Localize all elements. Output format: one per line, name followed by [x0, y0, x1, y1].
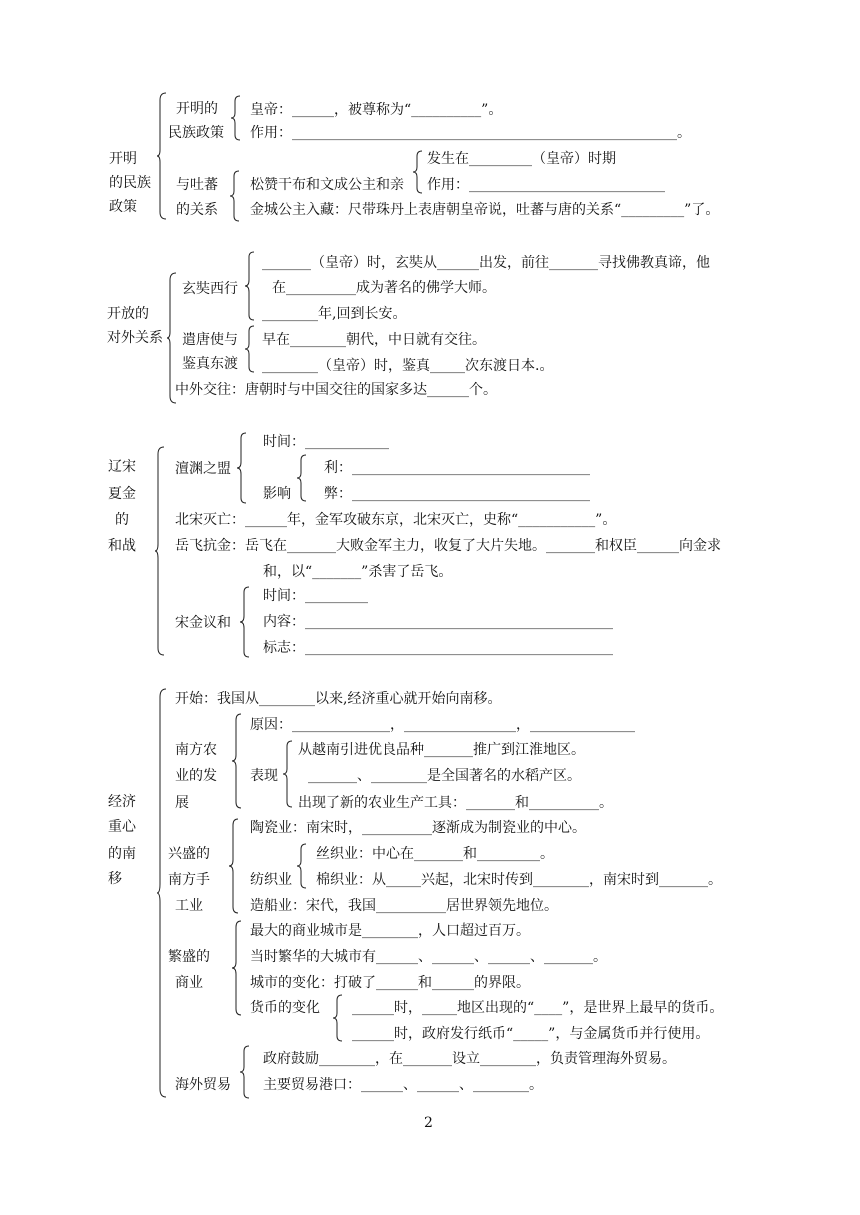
fill-line: 原因：______________，________________，_______________	[250, 717, 635, 733]
fill-line: 早在________朝代，中日就有交往。	[262, 332, 486, 348]
page-number: 2	[424, 1115, 433, 1131]
section-title-line: 移	[108, 871, 122, 887]
fill-line: 弊：__________________________________	[324, 486, 590, 502]
fill-line: 丝织业：中心在_______和_________。	[316, 846, 554, 862]
section-brace	[157, 92, 167, 220]
fill-line: 当时繁华的大城市有______、______、______、_______。	[250, 949, 607, 965]
fill-line: 政府鼓励________，在_______设立________，负责管理海外贸易。	[263, 1051, 676, 1067]
sub-brace	[413, 150, 423, 194]
section-title-line: 重心	[108, 819, 136, 835]
fill-line: 时间：____________	[263, 434, 389, 450]
sub-brace	[297, 843, 307, 889]
sub-brace	[283, 740, 293, 808]
section-title-line: 的南	[108, 846, 136, 862]
fill-line: 时间：_________	[263, 588, 368, 604]
fill-line: 最大的商业城市是________，人口超过百万。	[250, 923, 530, 939]
group-label-line: 业的发	[175, 768, 217, 784]
group-label-line: 工业	[175, 898, 203, 914]
fill-line: 内容：____________________________________________	[263, 614, 613, 630]
group-label-line: 开明的	[176, 101, 218, 117]
group-brace	[230, 170, 240, 222]
group-brace	[240, 1045, 250, 1099]
fill-line: ________年,回到长安。	[262, 306, 407, 322]
fill-line: ______时，_____地区出现的“____”，是世界上最早的货币。	[352, 1000, 724, 1016]
section-brace	[155, 446, 165, 656]
group-label-line: 繁盛的	[168, 949, 210, 965]
group-label-line: 玄奘西行	[182, 281, 238, 297]
fill-line: 标志：____________________________________________	[263, 640, 613, 656]
fill-line: ________（皇帝）时，鉴真_____次东渡日本.。	[262, 358, 554, 374]
group-label-line: 宋金议和	[175, 615, 231, 631]
fill-line: 出现了新的农业生产工具：_______和__________。	[298, 795, 613, 811]
group-brace	[232, 713, 242, 809]
fill-line: 金城公主入藏：尺带珠丹上表唐朝皇帝说，吐蕃与唐的关系“_________”了。	[250, 202, 720, 218]
group-label-line: 遣唐使与	[182, 332, 238, 348]
fill-line: 岳飞抗金：岳飞在_______大败金军主力，收复了大片失地。_______和权臣______向金求	[175, 538, 721, 554]
fill-line: _______（皇帝）时，玄奘从______出发，前往_______寻找佛教真谛，他	[262, 255, 710, 271]
fill-line: 主要贸易港口：______、______、________。	[263, 1077, 543, 1093]
fill-line: 作用：_______________________________________________________。	[250, 125, 691, 141]
group-brace	[232, 920, 242, 1016]
group-label-line: 海外贸易	[175, 1077, 231, 1093]
fill-line: 货币的变化	[250, 1000, 320, 1016]
group-label-line: 展	[175, 795, 189, 811]
fill-line: 陶瓷业：南宋时，__________逐渐成为制瓷业的中心。	[250, 820, 586, 836]
fill-line: 皇帝：______，被尊称为“__________”。	[250, 102, 503, 118]
group-brace	[245, 251, 255, 321]
group-label-line: 南方手	[168, 872, 210, 888]
sub-brace	[333, 994, 343, 1042]
section-brace	[157, 688, 167, 1098]
group-brace	[245, 325, 255, 373]
group-label-line: 与吐蕃	[176, 177, 218, 193]
fill-line: 在__________成为著名的佛学大师。	[272, 280, 496, 296]
section-title-line: 夏金	[108, 486, 136, 502]
group-brace	[237, 432, 247, 504]
group-label-line: 民族政策	[168, 125, 224, 141]
fill-line: 造船业：宋代，我国__________居世界领先地位。	[250, 898, 558, 914]
fill-line: 北宋灭亡：______年，金军攻破东京，北宋灭亡，史称“___________”。	[175, 512, 617, 528]
group-label-line: 南方农	[175, 742, 217, 758]
section-title-line: 开放的	[107, 306, 149, 322]
fill-line: 从越南引进优良品种_______推广到江淮地区。	[298, 742, 585, 758]
sub-brace	[297, 454, 307, 502]
fill-line: _______、________是全国著名的水稻产区。	[308, 768, 581, 784]
fill-line: 开始：我国从________以来,经济重心就开始向南移。	[175, 691, 502, 707]
section-title-line: 的	[115, 512, 129, 528]
fill-line: 中外交往：唐朝时与中国交往的国家多达______个。	[175, 382, 497, 398]
section-title-line: 和战	[108, 538, 136, 554]
fill-line: 棉织业：从_____兴起，北宋时传到________，南宋时到_______。	[316, 872, 722, 888]
section-title-line: 的民族	[109, 175, 151, 191]
section-title-line: 政策	[109, 199, 137, 215]
fill-line: 利：__________________________________	[324, 460, 590, 476]
fill-line: 发生在_________（皇帝）时期	[427, 151, 616, 167]
fill-line: ______时，政府发行纸币“_____”，与金属货币并行使用。	[352, 1026, 710, 1042]
fill-line: 城市的变化：打破了______和______的界限。	[250, 975, 530, 991]
group-label-line: 鉴真东渡	[182, 356, 238, 372]
section-title-line: 对外关系	[107, 330, 163, 346]
fill-line: 和，以“_______”杀害了岳飞。	[263, 564, 453, 580]
fill-line: 影响	[263, 486, 291, 502]
group-brace	[240, 586, 250, 658]
group-label-line: 商业	[175, 975, 203, 991]
section-title-line: 经济	[108, 794, 136, 810]
fill-line: 作用：____________________________	[427, 177, 665, 193]
group-label-line: 澶渊之盟	[175, 461, 231, 477]
group-label-line: 的关系	[176, 202, 218, 218]
group-label-line: 兴盛的	[168, 846, 210, 862]
group-brace	[231, 95, 241, 141]
fill-line: 纺织业	[250, 872, 292, 888]
group-brace	[229, 818, 239, 914]
fill-line: 表现	[250, 768, 278, 784]
section-title-line: 开明	[109, 151, 137, 167]
section-title-line: 辽宋	[108, 459, 136, 475]
fill-line: 松赞干布和文成公主和亲	[250, 177, 404, 193]
